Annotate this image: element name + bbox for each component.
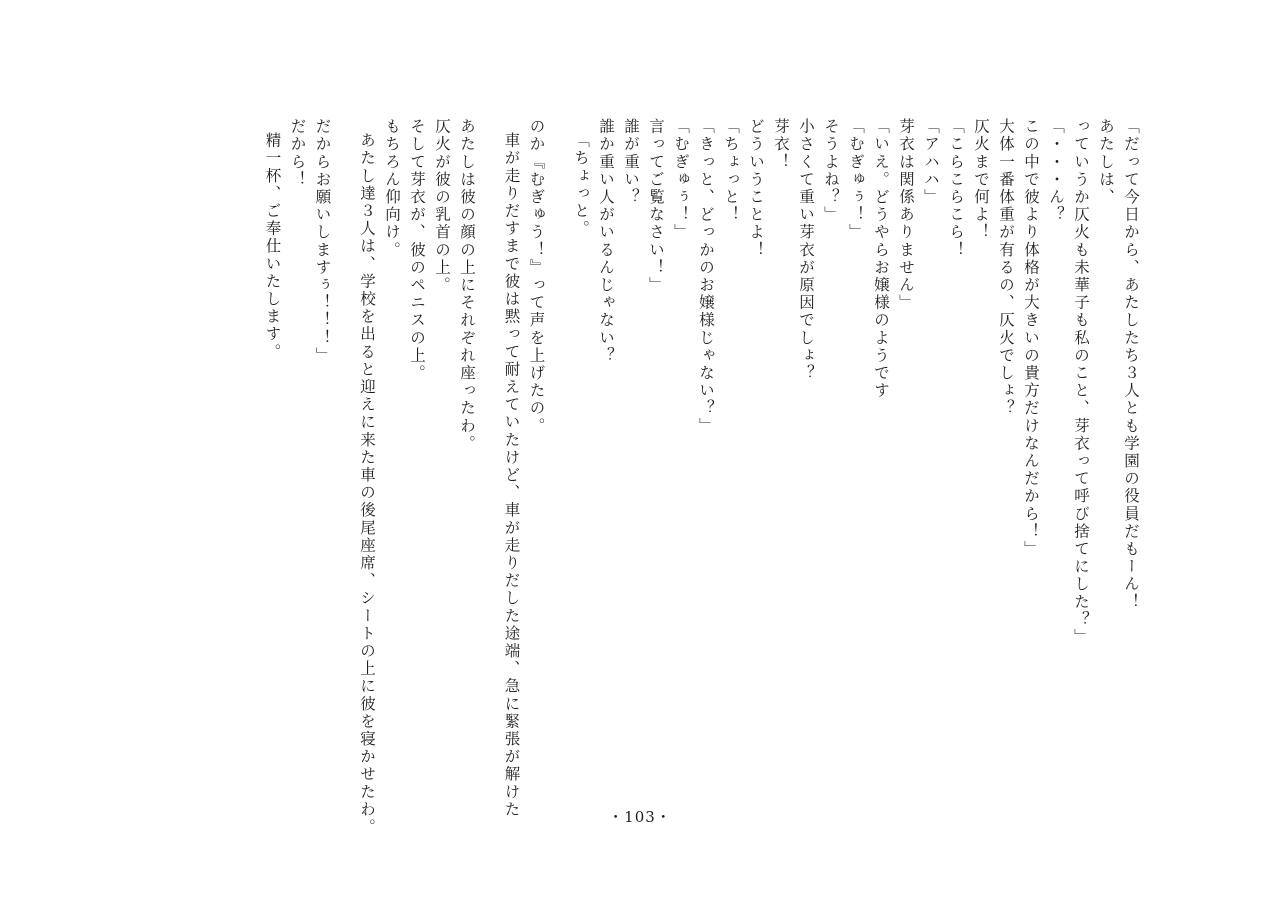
text-line: 「・・・ん？: [1047, 118, 1065, 224]
text-line: 「ちょっと。: [572, 132, 590, 238]
text-line: 「アハハ」: [922, 118, 940, 206]
text-line: そして芽衣が、彼のペニスの上。: [408, 118, 426, 382]
text-line: 「いえ。どうやらお嬢様のようです: [872, 118, 890, 400]
text-line: 言ってご覧なさい！」: [647, 118, 665, 294]
text-line: 「こらこらこら！: [947, 118, 965, 259]
text-line: あたし達３人は、学校を出ると迎えに来た車の後尾座席、シートの上に彼を寝かせたわ。: [358, 132, 376, 836]
text-line: 仄火が彼の乳首の上。: [433, 118, 451, 294]
text-line: 誰が重い？: [622, 118, 640, 206]
text-line: 「むぎゅぅ！」: [847, 118, 865, 242]
text-line: 芽衣は関係ありません」: [897, 118, 915, 312]
text-line: 大体一番体重が有るの、仄火でしょ？: [997, 118, 1015, 418]
text-line: 「ちょっと！: [722, 118, 740, 224]
text-line-spacer: [484, 118, 494, 798]
text-line: 仄火まで何よ！: [972, 118, 990, 242]
text-line: っていうか仄火も未華子も私のこと、芽衣って呼び捨てにした？」: [1072, 118, 1090, 646]
text-line: 車が走りだすまで彼は黙って耐えていたけど、車が走りだした途端、急に緊張が解けた: [502, 132, 521, 819]
text-line: どういうことよ！: [747, 118, 765, 259]
text-line: 「だって今日から、あたしたち３人とも学園の役員だもーん！: [1122, 118, 1140, 611]
text-line: だからお願いしますぅ！！！」: [313, 118, 332, 365]
text-line: 「きっと、どっかのお嬢様じゃない？」: [697, 118, 715, 435]
text-line: のか『むぎゅう！』って声を上げたの。: [527, 118, 546, 435]
text-line-spacer: [339, 118, 349, 798]
text-line: この中で彼より体格が大きいの貴方だけなんだから！」: [1022, 118, 1040, 558]
text-line: あたしは、: [1097, 118, 1115, 206]
text-line: 「むぎゅぅ！」: [672, 118, 690, 242]
text-line: 小さくて重い芽衣が原因でしょ？: [797, 118, 815, 382]
text-line: そうよね？」: [822, 118, 840, 224]
page-number: ・103・: [608, 808, 672, 826]
text-line-spacer: [553, 118, 563, 798]
text-line: あたしは彼の顔の上にそれぞれ座ったわ。: [458, 118, 476, 453]
text-line: 誰か重い人がいるんじゃない？: [597, 118, 615, 365]
text-line: だから！: [288, 118, 307, 189]
text-line: 芽衣！: [772, 118, 790, 171]
text-line: もちろん仰向け。: [383, 118, 401, 259]
text-line: 精一杯、ご奉仕いたします。: [263, 132, 282, 361]
